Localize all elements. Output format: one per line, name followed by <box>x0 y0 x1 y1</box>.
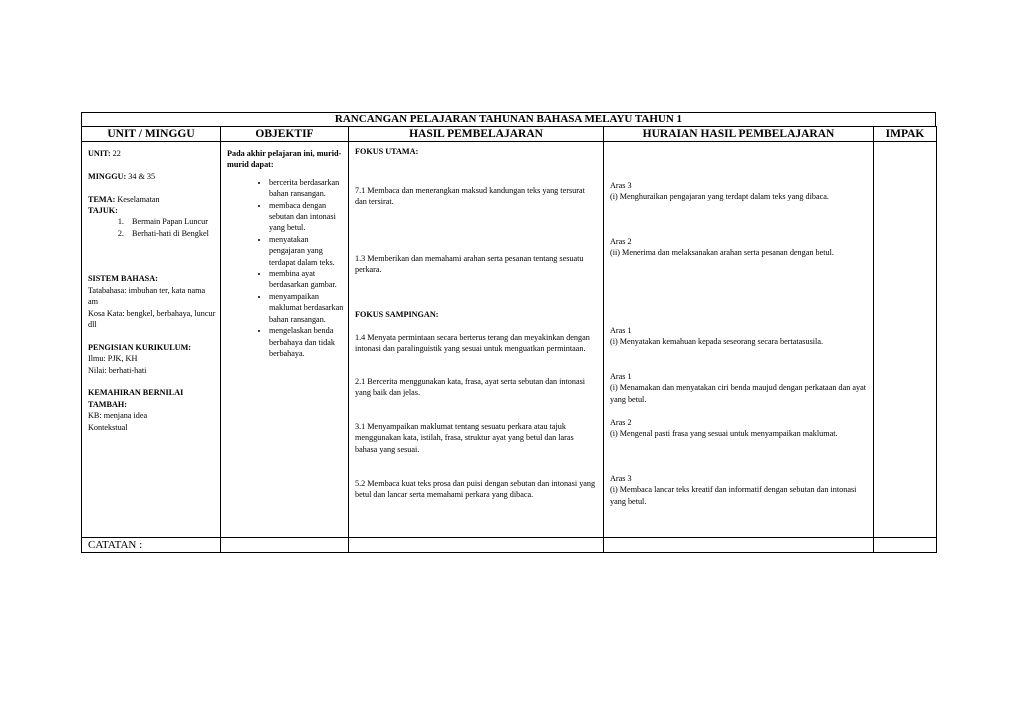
hasil-item: 1.3 Memberikan dan memahami arahan serta pesanan tentang sesuatu perkara. <box>355 254 584 275</box>
huraian-block <box>610 473 869 507</box>
tajuk-label: TAJUK: <box>88 206 118 215</box>
tatabahasa-text: Tatabahasa: imbuhan ter, kata nama am <box>88 285 206 307</box>
tema-line: TEMA: Keselamatan <box>88 194 160 204</box>
catatan-cell <box>349 538 604 553</box>
aras-label: Aras 2 <box>610 418 632 427</box>
hasil-item: 7.1 Membaca dan menerangkan maksud kandungan teks yang tersurat dan tersirat. <box>355 186 585 207</box>
objektif-intro: Pada akhir pelajaran ini, murid-murid dapat: <box>227 149 342 170</box>
kosa-kata-text: Kosa Kata: bengkel, berbahaya, luncur dll <box>88 308 216 330</box>
huraian-block <box>610 371 869 405</box>
unit-line: UNIT: 22 <box>88 149 121 158</box>
hasil-item: 1.4 Menyata permintaan secara berterus terang dan meyakinkan dengan intonasi dan paralinguistik yang sesuai untuk menguatkan permintaan. <box>355 333 590 354</box>
minggu-line: MINGGU: 34 & 35 <box>88 171 156 181</box>
objektif-item: • menyampaikan maklumat berdasarkan bahan ransangan. <box>269 291 344 325</box>
hasil-item: 2.1 Bercerita menggunakan kata, frasa, ayat serta sebutan dan intonasi yang baik dan jelas. <box>355 377 586 398</box>
catatan-cell <box>874 538 937 553</box>
objektif-item: • membaca dengan sebutan dan intonasi yang betul. <box>269 200 344 234</box>
pengisian-label: PENGISIAN KURIKULUM: <box>88 342 192 352</box>
header-impak: IMPAK <box>874 127 937 142</box>
huraian-block <box>610 417 869 440</box>
tajuk-item: 2. Berhati-hati di Bengkel <box>126 228 216 239</box>
huraian-text: (i) Menyatakan kemahuan kepada seseorang secara bertatasusila. <box>610 337 824 347</box>
content-row <box>82 142 937 538</box>
document-title: RANCANGAN PELAJARAN TAHUNAN BAHASA MELAYU TAHUN 1 <box>81 112 936 126</box>
hasil-cell <box>349 142 604 538</box>
huraian-block <box>610 236 869 259</box>
kontekstual-text: Kontekstual <box>88 422 128 432</box>
lesson-plan-table <box>81 126 937 553</box>
huraian-text: (i) Menamakan dan menyatakan ciri benda maujud dengan perkataan dan ayat yang betul. <box>610 383 866 404</box>
objektif-item: • membina ayat berdasarkan gambar. <box>269 268 344 291</box>
header-hasil: HASIL PEMBELAJARAN <box>349 127 604 142</box>
tajuk-item: 1. Bermain Papan Luncur <box>126 216 216 227</box>
header-objektif: OBJEKTIF <box>221 127 349 142</box>
huraian-text: (i) Menghuraikan pengajaran yang terdapt dalam teks yang dibaca. <box>610 192 829 202</box>
ilmu-text: Ilmu: PJK, KH <box>88 354 138 364</box>
kemahiran-label: KEMAHIRAN BERNILAI TAMBAH: <box>88 388 184 409</box>
header-unit-minggu: UNIT / MINGGU <box>82 127 221 142</box>
huraian-cell <box>604 142 874 538</box>
objektif-cell <box>221 142 349 538</box>
fokus-utama-label: FOKUS UTAMA: <box>355 147 419 156</box>
huraian-block <box>610 180 869 203</box>
objektif-item: • menyatakan pengajaran yang terdapat dalam teks. <box>269 234 344 268</box>
sistem-bahasa-label: SISTEM BAHASA: <box>88 274 158 284</box>
objektif-list <box>227 177 344 360</box>
nilai-text: Nilai: berhati-hati <box>88 365 147 375</box>
aras-label: Aras 3 <box>610 474 632 483</box>
huraian-text: (i) Membaca lancar teks kreatif dan informatif dengan sebutan dan intonasi yang betul. <box>610 485 857 506</box>
lesson-plan-sheet <box>81 112 936 553</box>
aras-label: Aras 1 <box>610 372 632 381</box>
catatan-label: CATATAN : <box>82 538 221 553</box>
objektif-item: • bercerita berdasarkan bahan ransangan. <box>269 177 344 200</box>
catatan-cell <box>604 538 874 553</box>
catatan-row <box>82 538 937 553</box>
kb-text: KB: menjana idea <box>88 411 148 421</box>
huraian-text: (i) Mengenal pasti frasa yang sesuai untuk menyampaikan maklumat. <box>610 429 838 439</box>
fokus-sampingan-label: FOKUS SAMPINGAN: <box>355 310 439 319</box>
huraian-block <box>610 325 869 348</box>
aras-label: Aras 1 <box>610 326 632 335</box>
hasil-item: 3.1 Menyampaikan maklumat tentang sesuatu perkara atau tajuk menggunakan kata, istilah, frasa, struktur ayat yang betul dan laras bahasa yang sesuai. <box>355 422 574 454</box>
header-row <box>82 127 937 142</box>
unit-cell <box>82 142 221 538</box>
tajuk-list <box>88 216 216 239</box>
aras-label: Aras 2 <box>610 237 632 246</box>
objektif-item: • mengelaskan benda berbahaya dan tidak berbahaya. <box>269 325 344 359</box>
catatan-cell <box>221 538 349 553</box>
huraian-text: (ii) Menerima dan melaksanakan arahan serta pesanan dengan betul. <box>610 248 834 258</box>
impak-cell <box>874 142 937 538</box>
header-huraian: HURAIAN HASIL PEMBELAJARAN <box>604 127 874 142</box>
hasil-item: 5.2 Membaca kuat teks prosa dan puisi dengan sebutan dan intonasi yang betul dan lancar serta memahami perkara yang dibaca. <box>355 479 596 500</box>
aras-label: Aras 3 <box>610 181 632 190</box>
